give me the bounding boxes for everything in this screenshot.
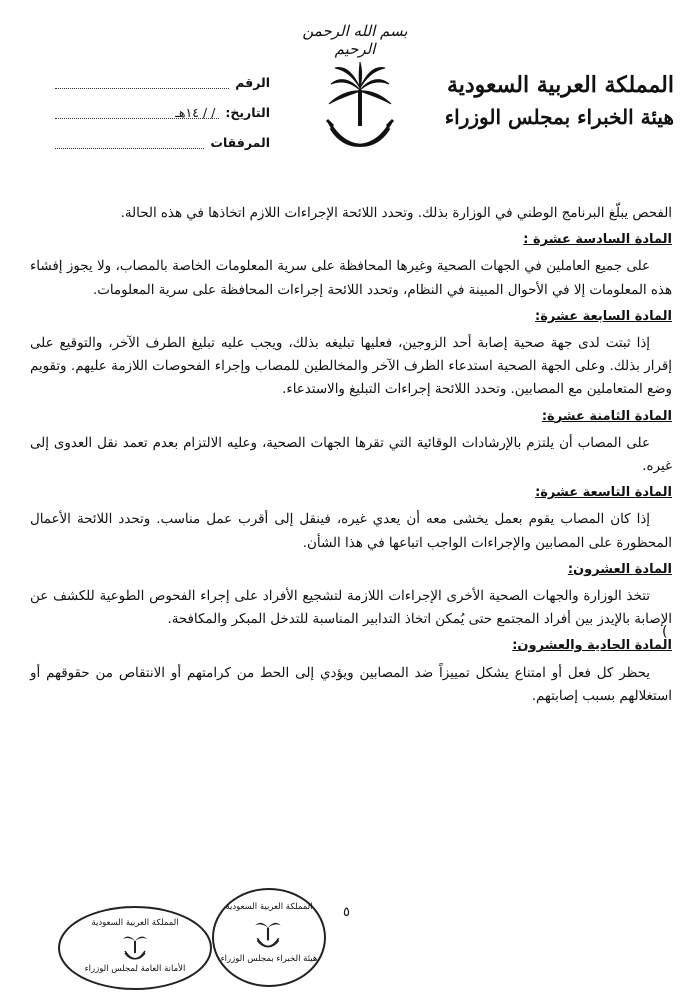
article-text: إذا كان المصاب يقوم بعمل يخشى معه أن يعدي غيره، فينقل إلى أقرب عمل مناسب. وتحدد اللائحة الأعمال المحظورة على المصابين والإجراءات الواجب اتباعها في هذا الشأن. — [30, 512, 672, 551]
article-heading: المادة الثامنة عشرة: — [541, 408, 672, 424]
article-heading: المادة السابعة عشرة: — [535, 308, 672, 324]
date-field — [55, 102, 270, 132]
article-text: تتخذ الوزارة والجهات الصحية الأخرى الإجراءات اللازمة لتشجيع الأفراد على إجراء الفحوص الطوعية للكشف عن الإصابة بالإيدز بين أفراد المجتمع حتى يُمكن اتخاذ التدابير المناسبة للتدخل المبكر والمكافحة. — [30, 589, 672, 628]
attachments-value — [55, 132, 204, 149]
org-authority: هيئة الخبراء بمجلس الوزراء — [444, 105, 674, 129]
article-text: يحظر كل فعل أو امتناع يشكل تمييزاً ضد المصابين ويؤدي إلى الحط من كرامتهم أو الانتقاص من حقوقهم أو استغلالهم بسبب إصابتهم. — [30, 665, 672, 704]
attachments-label: المرفقات — [210, 135, 270, 150]
page-number: ٥ — [343, 905, 350, 920]
date-value: / / ١٤هـ — [55, 102, 219, 119]
article-heading: المادة الحادية والعشرون: — [512, 638, 672, 654]
stamp-palm-icon — [254, 918, 282, 950]
article-text: إذا ثبتت لدى جهة صحية إصابة أحد الزوجين، فعليها تبليغه بذلك، ويجب عليه تبليغ الطرف الآخر، والتوقيع على إقرار بذلك. وعلى الجهة الصحية استدعاء الطرف الآخر والمخالطين للمصاب وإجراء الفحوصات اللازمة عليهم. وتقويم وضع المتعاملين مع المصابين. وتحدد اللائحة إجراءات التبليغ والاستدعاء. — [30, 336, 672, 398]
article-heading: المادة العشرون: — [567, 561, 672, 577]
stamp-left-line2: الأمانة العامة لمجلس الوزراء — [84, 964, 186, 974]
article-text: على جميع العاملين في الجهات الصحية وغيرها المحافظة على سرية المعلومات الخاصة بالمصاب، ولا يجوز إفشاء هذه المعلومات إلا في الأحوال المبينة في النظام، وتحدد اللائحة إجراءات المحافظة على سرية المعلومات. — [30, 259, 672, 298]
stamp-left-line1: المملكة العربية السعودية — [91, 918, 179, 928]
stamp-palm-icon — [122, 932, 148, 962]
official-stamp-right — [212, 888, 326, 987]
reference-fields — [55, 72, 270, 162]
palm-swords-emblem-icon — [325, 60, 395, 160]
stamp-right-line1: المملكة العربية السعودية — [225, 902, 313, 912]
intro-paragraph: الفحص يبلّغ البرنامج الوطني في الوزارة بذلك. وتحدد اللائحة الإجراءات اللازم اتخاذها في هذه الحالة. — [120, 206, 672, 221]
official-stamp-left — [58, 906, 212, 990]
article-text: على المصاب أن يلتزم بالإرشادات الوقائية التي تقرها الجهات الصحية، وعليه الالتزام بعدم تعمد نقل العدوى إلى غيره. — [30, 435, 672, 475]
document-body — [30, 202, 672, 711]
date-label: التاريخ: — [225, 105, 270, 120]
article-heading: المادة التاسعة عشرة: — [535, 485, 672, 501]
basmala: بسم الله الرحمن الرحيم — [302, 22, 408, 58]
attachments-field — [55, 132, 270, 162]
reference-number-label: الرقم — [235, 75, 270, 90]
organization-header — [414, 68, 674, 132]
reference-number-field — [55, 72, 270, 102]
stamp-right-line2: هيئة الخبراء بمجلس الوزراء — [220, 954, 318, 964]
article-heading: المادة السادسة عشرة : — [523, 232, 672, 248]
reference-number-value — [55, 72, 229, 89]
org-country: المملكة العربية السعودية — [446, 72, 674, 98]
margin-mark: ( — [662, 624, 668, 640]
